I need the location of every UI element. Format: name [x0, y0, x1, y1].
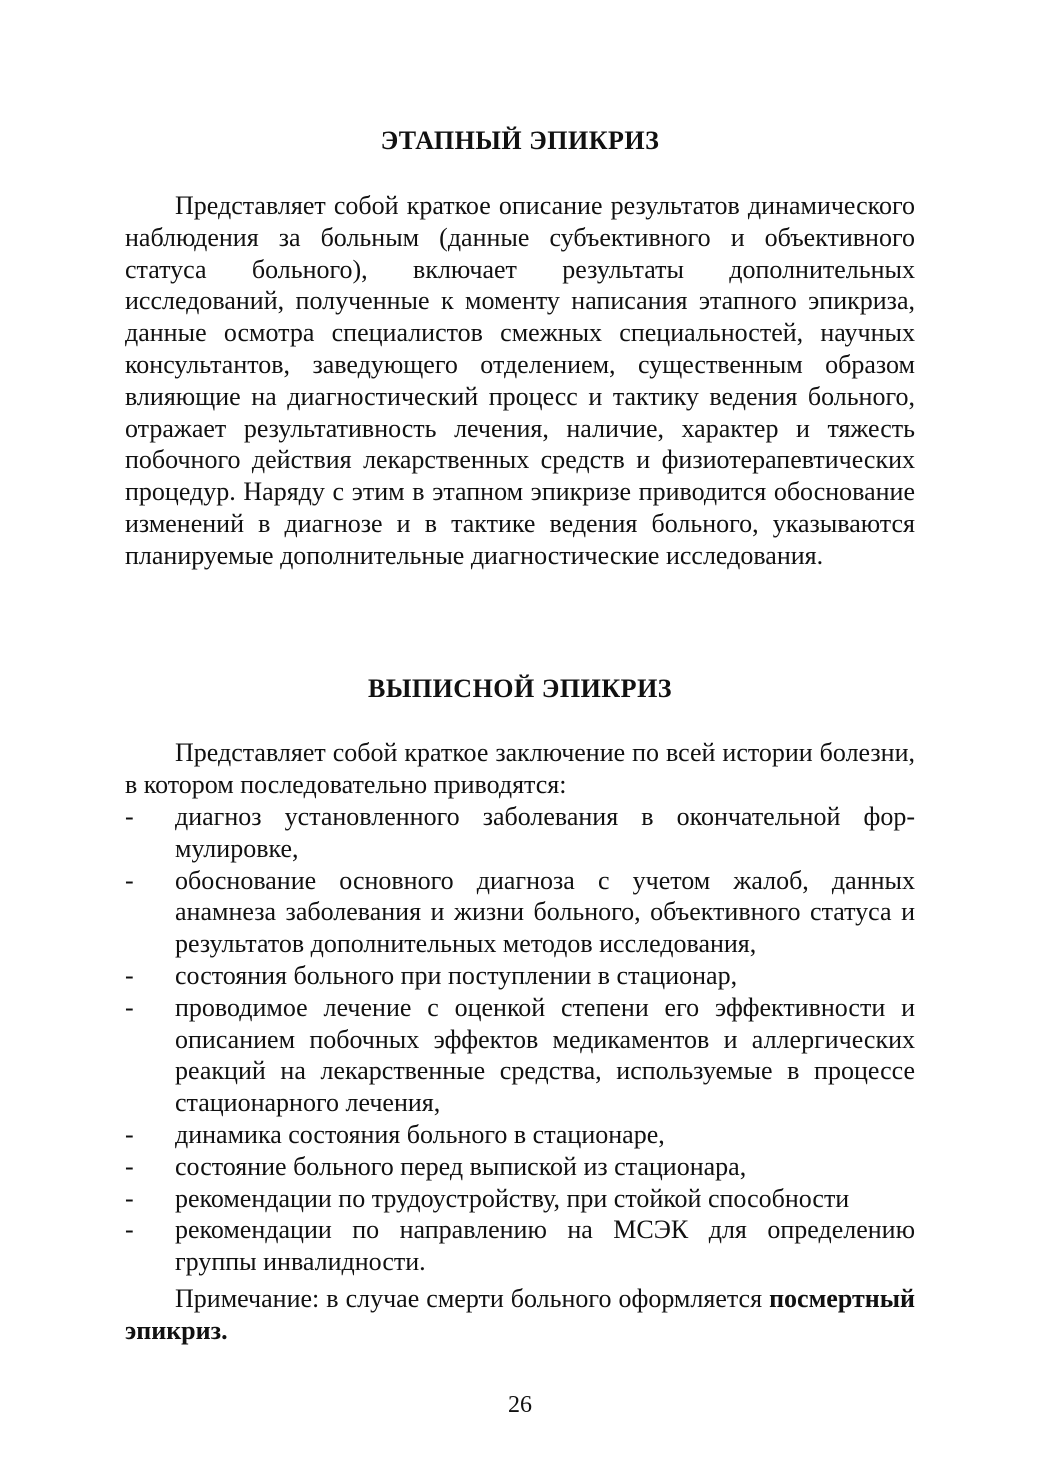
list-dash: -	[125, 1183, 134, 1213]
document-page	[125, 0, 915, 1471]
list-item	[125, 1119, 915, 1151]
list-item	[125, 960, 915, 992]
list-item-text: состояния больного при поступлении в стационар,	[175, 960, 738, 990]
page-number: 26	[508, 1392, 532, 1418]
list-item-text: обоснование основного диагноза с учетом жалоб, данных анамнеза заболевания и жизни больного, объективного статуса и результатов дополнительных методов исследования,	[175, 865, 915, 959]
list-item-text: проводимое лечение с оценкой степени его эффективности и описанием побочных эффектов медикаментов и аллергических реакций на лекарственные средства, используемые в процессе стационарного лечения,	[175, 992, 915, 1118]
list-dash: -	[125, 865, 134, 895]
list-dash: -	[125, 992, 134, 1022]
list-item	[125, 992, 915, 1119]
discharge-epicrisis-intro: Представляет собой краткое заключение по всей истории болезни, в котором последовательно приводятся:	[125, 738, 915, 799]
list-item-text: диагноз установленного заболевания в окончательной формулировке,	[175, 802, 915, 863]
list-dash: -	[125, 1119, 134, 1149]
section-title-discharge-epicrisis: ВЫПИСНОЙ ЭПИКРИЗ	[367, 674, 673, 703]
list-item	[125, 1183, 915, 1215]
section-title-staged-epicrisis: ЭТАПНЫЙ ЭПИКРИЗ	[380, 126, 660, 155]
list-item-text: рекомендации по трудоустройству, при стойкой способности	[175, 1183, 850, 1213]
list-item-text: динамика состояния больного в стационаре,	[175, 1119, 665, 1149]
list-item-text: состояние больного перед выпиской из стационара,	[175, 1151, 747, 1181]
note-paragraph	[125, 1283, 915, 1347]
list-item-text: рекомендации по направлению на МСЭК для определению группы инвалидности.	[175, 1215, 915, 1277]
discharge-epicrisis-list	[125, 801, 915, 1278]
list-item	[125, 865, 915, 960]
list-item	[125, 801, 915, 865]
list-dash: -	[125, 1215, 134, 1245]
list-dash: -	[125, 1151, 134, 1181]
note-bold-term: посмертный эпикриз.	[125, 1284, 915, 1345]
list-dash: -	[125, 802, 134, 831]
staged-epicrisis-paragraph: Представляет собой краткое описание результатов динамического наблюдения за больным (данные субъективного и объективного статуса больного), включает результаты дополнительных исследований, полученные к моменту написания этапного эпикриза, данные осмотра специалистов смежных специальностей, научных консультантов, заведующего отделением, существенным образом влияющие на диагностический процесс и тактику ведения больного, отражает результативность лечения, наличие, характер и тяжесть побочного действия лекарственных средств и физиотерапевтических процедур. Наряду с этим в этапном эпикризе приводится обоснование изменений в диагнозе и в тактике ведения больного, указываются планируемые дополнительные диагностические исследования.	[125, 191, 915, 570]
note-text: Примечание: в случае смерти больного оформляется	[175, 1284, 770, 1313]
list-item	[125, 1151, 915, 1183]
list-item	[125, 1214, 915, 1278]
list-dash: -	[125, 960, 134, 990]
